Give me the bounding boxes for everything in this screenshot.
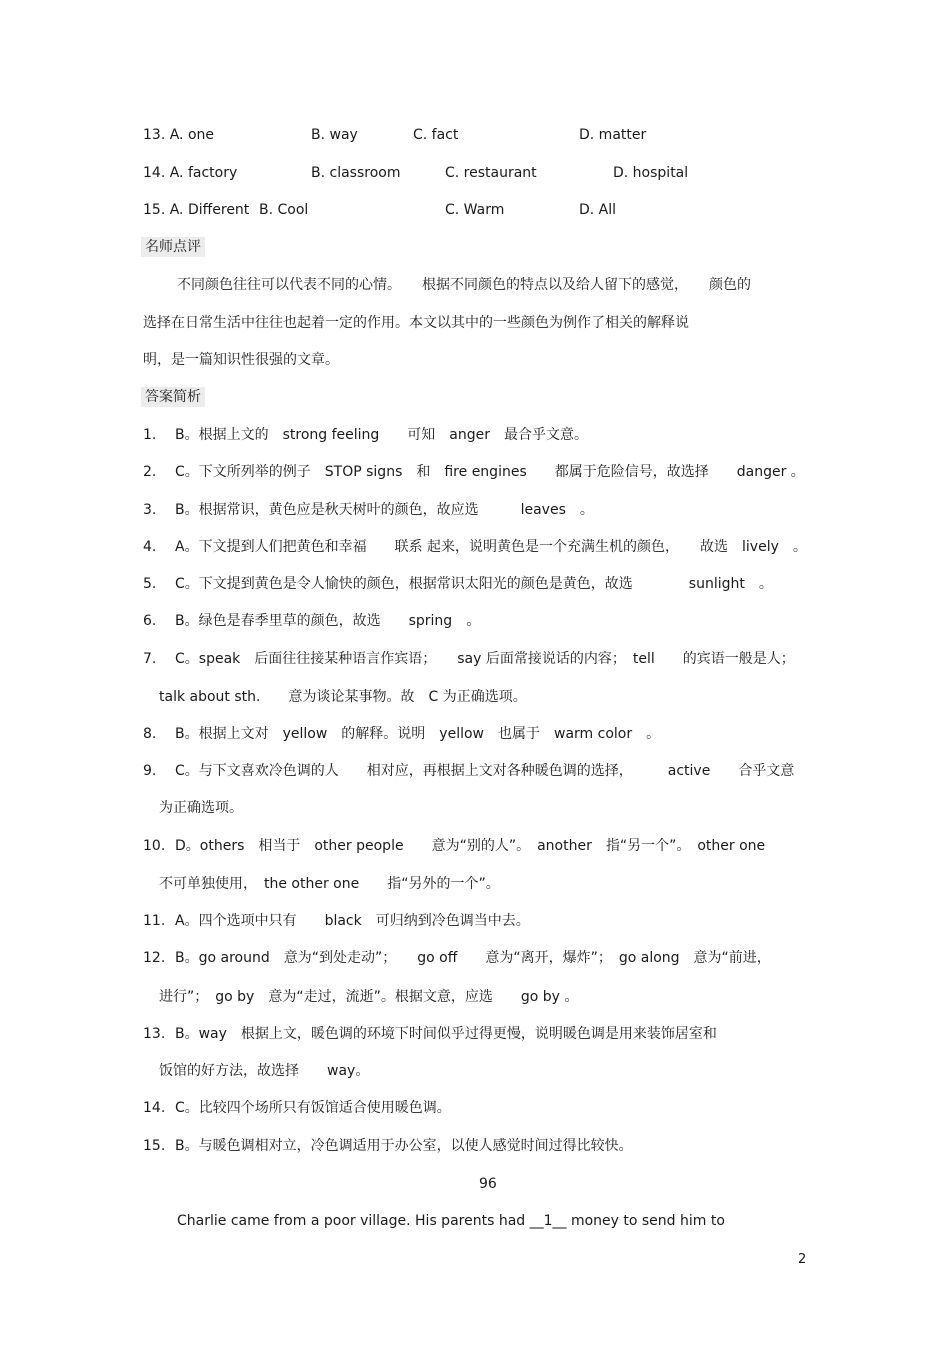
answer-text: C。下文提到黄色是令人愉快的颜色，根据常识太阳光的颜色是黄色，故选 sunlight 。	[175, 576, 773, 592]
answer-line	[143, 761, 794, 781]
answer-line	[143, 574, 773, 594]
answer-line	[159, 687, 527, 707]
answer-text: B。绿色是春季里草的颜色，故选 spring 。	[175, 613, 481, 629]
answer-text: talk about sth. 意为谈论某事物。故 C 为正确选项。	[159, 689, 527, 705]
answer-number: 13.	[143, 1026, 166, 1042]
passage-line: Charlie came from a poor village. His parents had __1__ money to send him to	[177, 1213, 725, 1229]
answer-text: B。根据上文对 yellow 的解释。说明 yellow 也属于 warm color 。	[175, 726, 661, 742]
answer-line	[159, 874, 500, 894]
answer-line	[159, 798, 243, 818]
answer-text: C。与下文喜欢冷色调的人 相对应，再根据上文对各种暖色调的选择， active 合乎文意	[175, 763, 795, 779]
answer-text: A。下文提到人们把黄色和幸福 联系 起来，说明黄色是一个充满生机的颜色， 故选 lively 。	[175, 539, 807, 555]
answer-number: 9.	[143, 763, 157, 779]
option-13-c: C. fact	[413, 127, 459, 143]
option-15-a: 15. A. Different	[143, 202, 250, 218]
answer-line	[143, 649, 795, 669]
answer-line	[143, 537, 807, 557]
answer-line	[143, 611, 480, 631]
option-13-d: D. matter	[579, 127, 647, 143]
answer-text: C。speak 后面往往接某种语言作宾语； say 后面常接说话的内容； tell 的宾语一般是人；	[175, 651, 795, 667]
answer-text: B。根据常识，黄色应是秋天树叶的颜色，故应选 leaves 。	[175, 502, 594, 518]
answer-line	[143, 1024, 717, 1044]
section-title-answers: 答案简析	[141, 387, 205, 407]
answer-line	[143, 425, 588, 445]
answer-line	[143, 836, 765, 856]
passage-number: 96	[479, 1176, 497, 1192]
answer-text: 进行”； go by 意为“走过，流逝”。根据文意，应选 go by 。	[159, 989, 579, 1005]
answer-line	[159, 1061, 369, 1081]
option-14-a: 14. A. factory	[143, 165, 238, 181]
answer-text: B。go around 意为“到处走动”； go off 意为“离开，爆炸”； go along 意为“前进，	[175, 950, 771, 966]
option-14-d: D. hospital	[613, 165, 689, 181]
answer-line	[143, 1098, 451, 1118]
answer-number: 5.	[143, 576, 157, 592]
answer-number: 3.	[143, 502, 157, 518]
option-15-b: B. Cool	[259, 202, 309, 218]
option-13-b: B. way	[311, 127, 358, 143]
option-15-d: D. All	[579, 202, 617, 218]
answer-text: 为正确选项。	[159, 800, 243, 816]
option-14-c: C. restaurant	[445, 165, 537, 181]
answer-line	[143, 1136, 633, 1156]
review-line-3: 明，是一篇知识性很强的文章。	[143, 352, 339, 368]
answer-number: 6.	[143, 613, 157, 629]
review-line-1: 不同颜色往往可以代表不同的心情。 根据不同颜色的特点以及给人留下的感觉， 颜色的	[177, 277, 751, 293]
answer-number: 4.	[143, 539, 157, 555]
answer-line	[143, 948, 771, 968]
answer-line	[143, 462, 805, 482]
answer-number: 15.	[143, 1138, 166, 1154]
option-15-c: C. Warm	[445, 202, 505, 218]
answer-text: B。way 根据上文，暖色调的环境下时间似乎过得更慢，说明暖色调是用来装饰居室和	[175, 1026, 717, 1042]
review-line-2: 选择在日常生活中往往也起着一定的作用。本文以其中的一些颜色为例作了相关的解释说	[143, 315, 689, 331]
answer-line	[143, 724, 660, 744]
answer-number: 7.	[143, 651, 157, 667]
answer-text: 饭馆的好方法，故选择 way。	[159, 1063, 370, 1079]
answer-text: D。others 相当于 other people 意为“别的人”。 another 指“另一个”。 other one	[175, 838, 766, 854]
answer-text: C。下文所列举的例子 STOP signs 和 fire engines 都属于危险信号，故选择 danger 。	[175, 464, 805, 480]
answer-number: 1.	[143, 427, 157, 443]
answer-line	[143, 911, 530, 931]
answer-text: 不可单独使用， the other one 指“另外的一个”。	[159, 876, 500, 892]
answer-number: 14.	[143, 1100, 166, 1116]
answer-number: 11.	[143, 913, 166, 929]
option-14-b: B. classroom	[311, 165, 401, 181]
answer-text: B。根据上文的 strong feeling 可知 anger 最合乎文意。	[175, 427, 589, 443]
answer-number: 12.	[143, 950, 166, 966]
answer-line	[159, 987, 578, 1007]
answer-number: 2.	[143, 464, 157, 480]
answer-line	[143, 500, 594, 520]
option-13-a: 13. A. one	[143, 127, 214, 143]
answer-number: 8.	[143, 726, 157, 742]
answer-number: 10.	[143, 838, 166, 854]
answer-text: A。四个选项中只有 black 可归纳到冷色调当中去。	[175, 913, 530, 929]
answer-text: C。比较四个场所只有饭馆适合使用暖色调。	[175, 1100, 451, 1116]
answer-text: B。与暖色调相对立，冷色调适用于办公室，以使人感觉时间过得比较快。	[175, 1138, 633, 1154]
page-number: 2	[798, 1252, 807, 1267]
section-title-review: 名师点评	[141, 237, 205, 257]
